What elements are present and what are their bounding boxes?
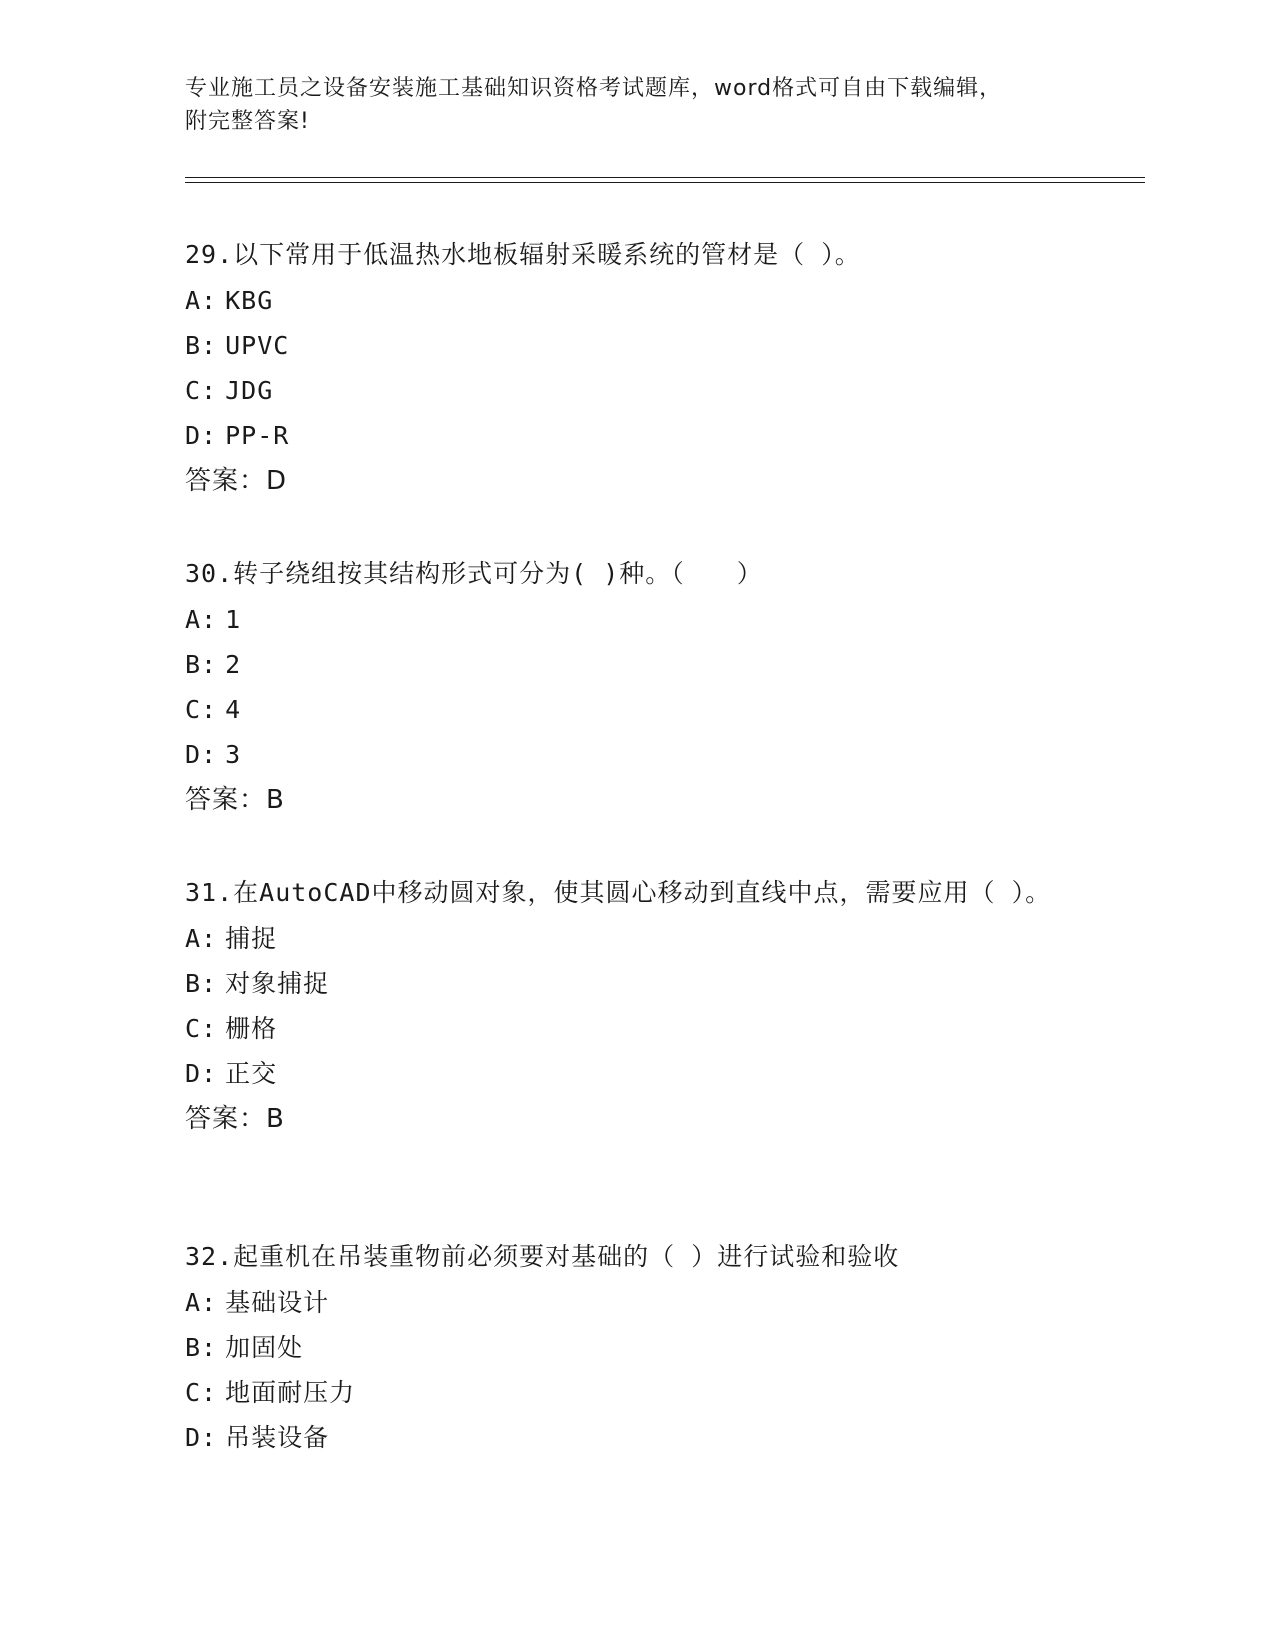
option-d bbox=[185, 1415, 1085, 1460]
option-value: JDG bbox=[225, 376, 274, 405]
option-c bbox=[185, 368, 1085, 413]
option-letter: D: bbox=[185, 740, 218, 769]
question-29 bbox=[185, 232, 1085, 504]
option-value: 2 bbox=[225, 650, 242, 679]
question-32 bbox=[185, 1234, 1085, 1460]
question-31 bbox=[185, 870, 1085, 1142]
option-letter: B: bbox=[185, 969, 218, 998]
option-value: 1 bbox=[225, 605, 242, 634]
option-letter: C: bbox=[185, 695, 218, 724]
option-value: KBG bbox=[225, 286, 274, 315]
question-30 bbox=[185, 551, 1085, 823]
option-letter: D: bbox=[185, 421, 218, 450]
answer-text: 答案：D bbox=[185, 466, 288, 496]
option-letter: B: bbox=[185, 331, 218, 360]
option-a bbox=[185, 916, 1085, 961]
option-b bbox=[185, 642, 1085, 687]
option-letter: A: bbox=[185, 924, 218, 953]
option-value: 捕捉 bbox=[225, 924, 278, 953]
option-letter: D: bbox=[185, 1423, 218, 1452]
option-c bbox=[185, 1370, 1085, 1415]
option-b bbox=[185, 323, 1085, 368]
question-text: 31.在AutoCAD中移动圆对象，使其圆心移动到直线中点，需要应用（ ）。 bbox=[185, 878, 1052, 907]
option-letter: C: bbox=[185, 1378, 218, 1407]
option-value: 对象捕捉 bbox=[225, 969, 330, 998]
option-letter: C: bbox=[185, 376, 218, 405]
question-text: 30.转子绕组按其结构形式可分为( )种。（ ） bbox=[185, 559, 763, 588]
option-value: 栅格 bbox=[225, 1014, 278, 1043]
option-value: UPVC bbox=[225, 331, 290, 360]
option-letter: B: bbox=[185, 1333, 218, 1362]
option-a bbox=[185, 1280, 1085, 1325]
option-b bbox=[185, 1325, 1085, 1370]
option-a bbox=[185, 597, 1085, 642]
option-value: 基础设计 bbox=[225, 1288, 330, 1317]
header-divider-top bbox=[185, 177, 1145, 178]
option-d bbox=[185, 732, 1085, 777]
option-value: 吊装设备 bbox=[225, 1423, 330, 1452]
option-letter: D: bbox=[185, 1059, 218, 1088]
option-a bbox=[185, 278, 1085, 323]
option-value: PP-R bbox=[225, 421, 290, 450]
option-letter: A: bbox=[185, 605, 218, 634]
question-text: 29.以下常用于低温热水地板辐射采暖系统的管材是（ ）。 bbox=[185, 240, 861, 269]
option-value: 3 bbox=[225, 740, 242, 769]
option-b bbox=[185, 961, 1085, 1006]
option-letter: C: bbox=[185, 1014, 218, 1043]
header-line-1: 专业施工员之设备安装施工基础知识资格考试题库，word格式可自由下载编辑， bbox=[185, 76, 1003, 101]
option-d bbox=[185, 413, 1085, 458]
answer-text: 答案：B bbox=[185, 1104, 285, 1134]
option-c bbox=[185, 1006, 1085, 1051]
header-divider-bottom bbox=[185, 182, 1145, 183]
option-letter: B: bbox=[185, 650, 218, 679]
option-value: 地面耐压力 bbox=[225, 1378, 356, 1407]
option-letter: A: bbox=[185, 286, 218, 315]
option-value: 4 bbox=[225, 695, 242, 724]
option-d bbox=[185, 1051, 1085, 1096]
answer-text: 答案：B bbox=[185, 785, 285, 815]
option-c bbox=[185, 687, 1085, 732]
question-text: 32.起重机在吊装重物前必须要对基础的（ ）进行试验和验收 bbox=[185, 1242, 900, 1271]
header-line-2: 附完整答案! bbox=[185, 109, 310, 134]
option-value: 正交 bbox=[225, 1059, 278, 1088]
document-header bbox=[185, 72, 1065, 138]
option-letter: A: bbox=[185, 1288, 218, 1317]
option-value: 加固处 bbox=[225, 1333, 304, 1362]
